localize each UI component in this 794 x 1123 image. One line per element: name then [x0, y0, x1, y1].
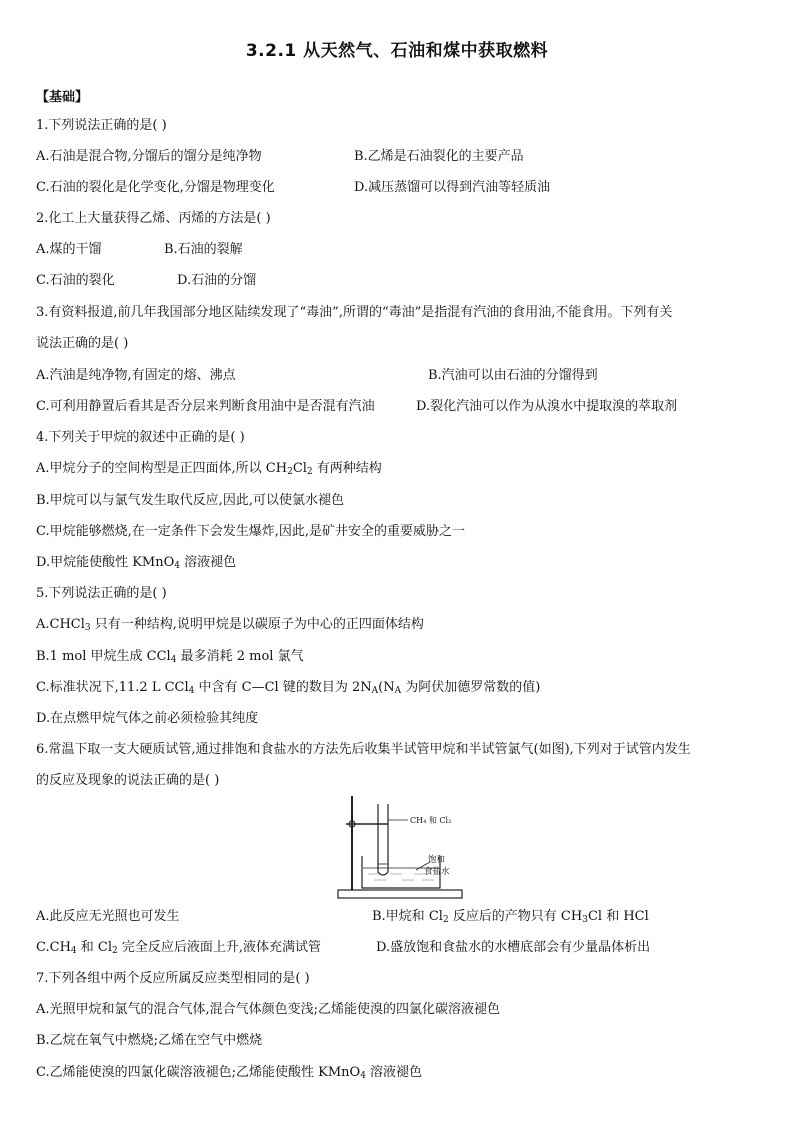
question-5-option-b: B.1 mol 甲烷生成 CCl$_4$ 最多消耗 2 mol 氯气	[36, 649, 304, 665]
question-6-option-c: $C.CH_4$ 和 $Cl_2$ 完全反应后液面上升,液体充满试管	[36, 940, 322, 956]
question-3-option-a: A.汽油是纯净物,有固定的熔、沸点	[36, 368, 236, 383]
question-5-option-c: C.标准状况下,11.2 L CCl$_4$ 中含有 C—Cl 键的数目为 $2N_A(N_A$ 为阿伏加德罗常数的值)	[36, 680, 541, 696]
question-3-option-c: C.可利用静置后看其是否分层来判断食用油中是否混有汽油	[36, 399, 375, 414]
page-title: 3.2.1 从天然气、石油和煤中获取燃料	[245, 41, 549, 61]
question-1-option-c: C.石油的裂化是化学变化,分馏是物理变化	[36, 180, 275, 195]
question-6-stem-line1: 6.常温下取一支大硬质试管,通过排饱和食盐水的方法先后收集半试管甲烷和半试管氯气(如图),下列对于试管内发生	[36, 742, 691, 757]
question-2-option-b: B.石油的裂解	[164, 242, 243, 257]
question-3-option-d: D.裂化汽油可以作为从溴水中提取溴的萃取剂	[416, 399, 678, 414]
question-1-stem: 1.下列说法正确的是( )	[36, 118, 167, 133]
question-4-option-b: B.甲烷可以与氯气发生取代反应,因此,可以使氯水褪色	[36, 493, 344, 508]
question-6-option-d: D.盛放饱和食盐水的水槽底部会有少量晶体析出	[376, 940, 651, 955]
question-3-option-b: B.汽油可以由石油的分馏得到	[428, 368, 598, 383]
question-5-option-d: D.在点燃甲烷气体之前必须检验其纯度	[36, 711, 259, 726]
question-1-option-d: D.减压蒸馏可以得到汽油等轻质油	[354, 180, 551, 195]
figure-label-liquid-2: 食盐水	[424, 867, 450, 877]
question-2-option-c: C.石油的裂化	[36, 273, 115, 288]
question-1-option-b: B.乙烯是石油裂化的主要产品	[354, 149, 524, 164]
question-2-option-a: A.煤的干馏	[36, 242, 102, 257]
question-5-option-a: A.CHCl$_3$ 只有一种结构,说明甲烷是以碳原子为中心的正四面体结构	[36, 617, 424, 633]
figure-label-liquid-1: 饱和	[428, 855, 446, 865]
question-2-stem: 2.化工上大量获得乙烯、丙烯的方法是( )	[36, 211, 271, 226]
question-1-option-a: A.石油是混合物,分馏后的馏分是纯净物	[36, 149, 262, 164]
figure-label-gas: CH₄ 和 Cl₂	[410, 816, 452, 825]
section-heading: 【基础】	[36, 90, 89, 105]
question-7-option-b: B.乙烷在氧气中燃烧;乙烯在空气中燃烧	[36, 1033, 263, 1048]
question-6-option-b: B.甲烷和 $Cl_2$ 反应后的产物只有 $CH_3Cl$ 和 HCl	[372, 909, 649, 925]
question-3-stem-line1: 3.有资料报道,前几年我国部分地区陆续发现了“毒油”,所谓的“毒油”是指混有汽油的食用油,不能食用。下列有关	[36, 305, 673, 320]
question-4-stem: 4.下列关于甲烷的叙述中正确的是( )	[36, 430, 245, 445]
test-tube-apparatus-figure	[330, 790, 470, 902]
question-6-option-a: A.此反应无光照也可发生	[36, 909, 180, 924]
question-4-option-c: C.甲烷能够燃烧,在一定条件下会发生爆炸,因此,是矿井安全的重要威胁之一	[36, 524, 466, 539]
question-6-stem-line2: 的反应及现象的说法正确的是( )	[36, 773, 220, 788]
question-4-option-d: D.甲烷能使酸性 KMnO$_4$ 溶液褪色	[36, 555, 237, 571]
question-7-option-a: A.光照甲烷和氯气的混合气体,混合气体颜色变浅;乙烯能使溴的四氯化碳溶液褪色	[36, 1002, 501, 1017]
question-2-option-d: D.石油的分馏	[177, 273, 257, 288]
question-7-option-c: C.乙烯能使溴的四氯化碳溶液褪色;乙烯能使酸性 KMnO$_4$ 溶液褪色	[36, 1065, 423, 1081]
question-7-stem: 7.下列各组中两个反应所属反应类型相同的是( )	[36, 971, 310, 986]
question-3-stem-line2: 说法正确的是( )	[36, 336, 129, 351]
stand-base	[338, 890, 462, 898]
question-4-option-a: A.甲烷分子的空间构型是正四面体,所以 $CH_2Cl_2$ 有两种结构	[36, 461, 382, 477]
question-5-stem: 5.下列说法正确的是( )	[36, 586, 167, 601]
